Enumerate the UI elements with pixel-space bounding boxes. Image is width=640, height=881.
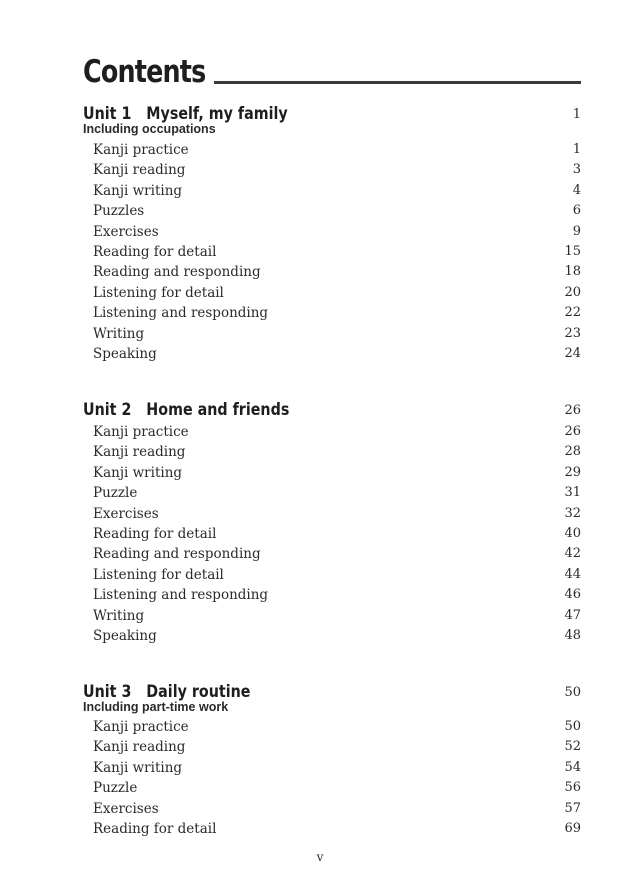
unit-title: Unit 2 Home and friends xyxy=(83,400,290,420)
toc-entry xyxy=(93,201,581,221)
unit-page-number: 26 xyxy=(564,403,581,418)
toc-entry xyxy=(93,758,581,778)
toc-entry xyxy=(93,160,581,180)
entry-page: 69 xyxy=(564,820,581,836)
entry-label: Puzzles xyxy=(93,203,145,220)
entry-label: Reading and responding xyxy=(93,546,261,563)
toc-entry xyxy=(93,181,581,201)
entry-page: 31 xyxy=(564,485,581,501)
toc-entry xyxy=(93,242,581,262)
entry-label: Kanji writing xyxy=(93,464,183,481)
entry-label: Listening and responding xyxy=(93,305,269,322)
title-underline xyxy=(214,81,581,84)
entry-page: 40 xyxy=(564,525,581,541)
toc-entry xyxy=(93,140,581,160)
entry-label: Exercises xyxy=(93,505,159,522)
entry-label: Kanji practice xyxy=(93,424,189,440)
entry-page: 57 xyxy=(564,800,581,816)
entry-label: Listening for detail xyxy=(93,566,224,583)
entry-label: Kanji practice xyxy=(93,142,189,158)
toc-entry xyxy=(93,717,581,737)
unit-3-subtitle: Including part-time work xyxy=(83,700,229,714)
entry-page: 47 xyxy=(564,607,581,623)
entry-label: Puzzle xyxy=(93,485,138,502)
toc-entry xyxy=(93,422,581,442)
entry-page: 22 xyxy=(564,305,581,321)
toc-entry xyxy=(93,585,581,605)
toc-entry xyxy=(93,737,581,757)
entry-label: Speaking xyxy=(93,627,157,644)
entry-page: 3 xyxy=(572,162,581,178)
toc-entry xyxy=(93,626,581,646)
unit-page-number: 50 xyxy=(564,685,581,700)
entry-page: 1 xyxy=(572,142,581,157)
page-title: Contents xyxy=(83,54,206,90)
toc-entry xyxy=(93,799,581,819)
entry-label: Kanji reading xyxy=(93,162,186,179)
toc-entry xyxy=(93,565,581,585)
unit-title: Unit 3 Daily routine xyxy=(83,682,251,702)
toc-entry xyxy=(93,324,581,344)
toc-entry xyxy=(93,283,581,303)
entry-page: 6 xyxy=(572,203,581,219)
toc-entry xyxy=(93,606,581,626)
entry-label: Puzzle xyxy=(93,780,138,797)
entry-page: 42 xyxy=(564,546,581,562)
entry-page: 32 xyxy=(564,505,581,521)
entry-page: 4 xyxy=(572,182,581,198)
entry-page: 54 xyxy=(564,759,581,775)
unit-page-number: 1 xyxy=(572,107,581,122)
entry-label: Kanji practice xyxy=(93,719,189,735)
entry-page: 23 xyxy=(564,325,581,341)
unit-1-list xyxy=(93,140,581,364)
page-number: v xyxy=(316,850,324,864)
entry-page: 24 xyxy=(564,345,581,361)
entry-page: 46 xyxy=(564,587,581,603)
toc-entry xyxy=(93,222,581,242)
entry-page: 20 xyxy=(564,284,581,300)
entry-label: Writing xyxy=(93,607,145,624)
entry-label: Reading for detail xyxy=(93,525,217,542)
entry-page: 50 xyxy=(564,719,581,734)
entry-label: Listening for detail xyxy=(93,284,224,301)
entry-label: Kanji writing xyxy=(93,182,183,199)
toc-entry xyxy=(93,483,581,503)
entry-page: 29 xyxy=(564,464,581,480)
entry-page: 48 xyxy=(564,627,581,643)
entry-page: 28 xyxy=(564,444,581,460)
toc-entry xyxy=(93,463,581,483)
toc-entry xyxy=(93,504,581,524)
contents-header xyxy=(83,54,581,94)
entry-page: 9 xyxy=(572,223,581,239)
entry-label: Kanji writing xyxy=(93,759,183,776)
toc-entry xyxy=(93,778,581,798)
toc-entry xyxy=(93,262,581,282)
entry-page: 44 xyxy=(564,566,581,582)
unit-title: Unit 1 Myself, my family xyxy=(83,104,288,124)
toc-entry xyxy=(93,442,581,462)
entry-page: 56 xyxy=(564,780,581,796)
entry-label: Kanji reading xyxy=(93,444,186,461)
toc-entry xyxy=(93,524,581,544)
entry-label: Listening and responding xyxy=(93,587,269,604)
entry-label: Writing xyxy=(93,325,145,342)
unit-3-list xyxy=(93,717,581,839)
toc-entry xyxy=(93,819,581,839)
entry-page: 18 xyxy=(564,264,581,280)
unit-1-subtitle: Including occupations xyxy=(83,122,216,136)
entry-page: 52 xyxy=(564,739,581,755)
entry-label: Speaking xyxy=(93,345,157,362)
entry-label: Kanji reading xyxy=(93,739,186,756)
entry-label: Exercises xyxy=(93,223,159,240)
entry-label: Reading for detail xyxy=(93,820,217,837)
entry-label: Reading and responding xyxy=(93,264,261,281)
entry-page: 26 xyxy=(564,424,581,439)
entry-page: 15 xyxy=(564,243,581,259)
unit-2-list xyxy=(93,422,581,646)
toc-entry xyxy=(93,344,581,364)
unit-2-heading xyxy=(83,400,581,422)
entry-label: Reading for detail xyxy=(93,243,217,260)
toc-entry xyxy=(93,544,581,564)
toc-entry xyxy=(93,303,581,323)
entry-label: Exercises xyxy=(93,800,159,817)
